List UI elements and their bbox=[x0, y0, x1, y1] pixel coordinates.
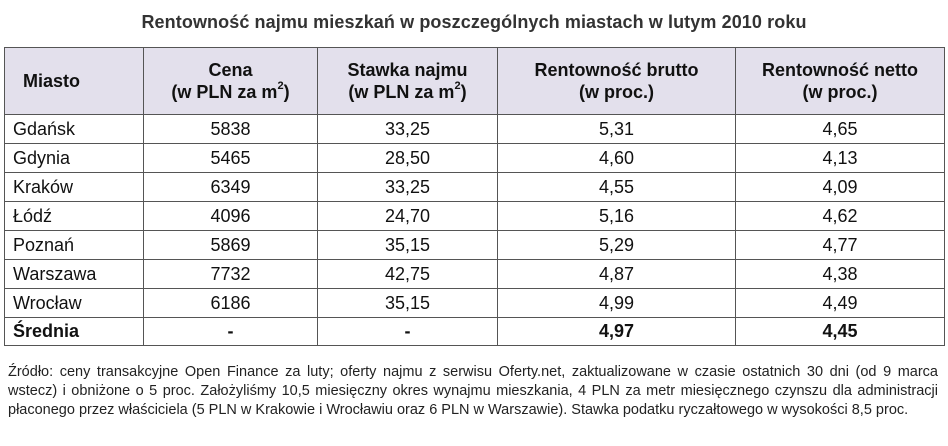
cell-rent: 33,25 bbox=[318, 115, 498, 144]
header-net-line2: (w proc.) bbox=[802, 82, 878, 102]
header-price-line1: Cena bbox=[208, 60, 253, 80]
table-row bbox=[5, 144, 945, 173]
average-gross: 4,97 bbox=[498, 318, 736, 346]
cell-city: Łódź bbox=[5, 202, 144, 231]
cell-city: Poznań bbox=[5, 231, 144, 260]
header-price bbox=[144, 48, 318, 115]
header-city bbox=[5, 48, 144, 115]
table-row bbox=[5, 231, 945, 260]
cell-gross: 5,16 bbox=[498, 202, 736, 231]
cell-price: 4096 bbox=[144, 202, 318, 231]
table-row bbox=[5, 115, 945, 144]
header-city-label: Miasto bbox=[23, 71, 81, 91]
cell-net: 4,13 bbox=[736, 144, 945, 173]
cell-rent: 35,15 bbox=[318, 231, 498, 260]
cell-city: Gdańsk bbox=[5, 115, 144, 144]
cell-price: 5465 bbox=[144, 144, 318, 173]
average-net: 4,45 bbox=[736, 318, 945, 346]
cell-rent: 42,75 bbox=[318, 260, 498, 289]
cell-gross: 4,87 bbox=[498, 260, 736, 289]
header-net-line1: Rentowność netto bbox=[762, 60, 918, 80]
cell-gross: 4,99 bbox=[498, 289, 736, 318]
cell-price: 5869 bbox=[144, 231, 318, 260]
cell-net: 4,38 bbox=[736, 260, 945, 289]
page-title: Rentowność najmu mieszkań w poszczególnych miastach w lutym 2010 roku bbox=[141, 12, 807, 32]
table-header-row bbox=[5, 48, 945, 115]
average-rent: - bbox=[318, 318, 498, 346]
average-price: - bbox=[144, 318, 318, 346]
cell-city: Wrocław bbox=[5, 289, 144, 318]
header-gross-line1: Rentowność brutto bbox=[534, 60, 699, 80]
header-price-sup: 2 bbox=[277, 80, 284, 92]
cell-city: Gdynia bbox=[5, 144, 144, 173]
cell-price: 6349 bbox=[144, 173, 318, 202]
cell-net: 4,77 bbox=[736, 231, 945, 260]
header-price-line2 bbox=[144, 81, 317, 103]
cell-net: 4,49 bbox=[736, 289, 945, 318]
cell-city: Kraków bbox=[5, 173, 144, 202]
header-price-close: ) bbox=[283, 82, 290, 102]
cell-price: 6186 bbox=[144, 289, 318, 318]
cell-rent: 35,15 bbox=[318, 289, 498, 318]
header-gross-yield bbox=[498, 48, 736, 115]
header-rent-line1: Stawka najmu bbox=[347, 60, 468, 80]
table-row bbox=[5, 202, 945, 231]
cell-net: 4,65 bbox=[736, 115, 945, 144]
header-rent-unit: (w PLN za m bbox=[348, 82, 455, 102]
cell-net: 4,62 bbox=[736, 202, 945, 231]
cell-city: Warszawa bbox=[5, 260, 144, 289]
cell-price: 5838 bbox=[144, 115, 318, 144]
header-net-yield bbox=[736, 48, 945, 115]
header-rent-close: ) bbox=[460, 82, 467, 102]
header-gross-line2: (w proc.) bbox=[579, 82, 654, 102]
rental-yield-table bbox=[4, 47, 945, 346]
table-row bbox=[5, 260, 945, 289]
cell-gross: 5,31 bbox=[498, 115, 736, 144]
source-note: Źródło: ceny transakcyjne Open Finance za luty; oferty najmu z serwisu Oferty.net, zaktualizowane w czasie ostatnich 30 dni (od 9 marca wstecz) i obniżone o 5 proc. Założyliśmy 10,5 miesięczny okres wynajmu mieszkania, 4 PLN za metr miesięcznego czynszu dla administracji płaconego przez właściciela (5 PLN w Krakowie i Wrocławiu oraz 6 PLN w Warszawie). Stawka podatku ryczałtowego w wysokości 8,5 proc. bbox=[8, 364, 938, 418]
cell-rent: 33,25 bbox=[318, 173, 498, 202]
cell-gross: 4,60 bbox=[498, 144, 736, 173]
header-rent-line2 bbox=[318, 81, 497, 103]
cell-rent: 28,50 bbox=[318, 144, 498, 173]
cell-net: 4,09 bbox=[736, 173, 945, 202]
cell-price: 7732 bbox=[144, 260, 318, 289]
average-row bbox=[5, 318, 945, 346]
table-row bbox=[5, 173, 945, 202]
average-label: Średnia bbox=[5, 318, 144, 346]
table-row bbox=[5, 289, 945, 318]
header-rent-sup: 2 bbox=[454, 80, 461, 92]
header-rent bbox=[318, 48, 498, 115]
cell-gross: 5,29 bbox=[498, 231, 736, 260]
header-price-unit: (w PLN za m bbox=[171, 82, 278, 102]
cell-gross: 4,55 bbox=[498, 173, 736, 202]
cell-rent: 24,70 bbox=[318, 202, 498, 231]
